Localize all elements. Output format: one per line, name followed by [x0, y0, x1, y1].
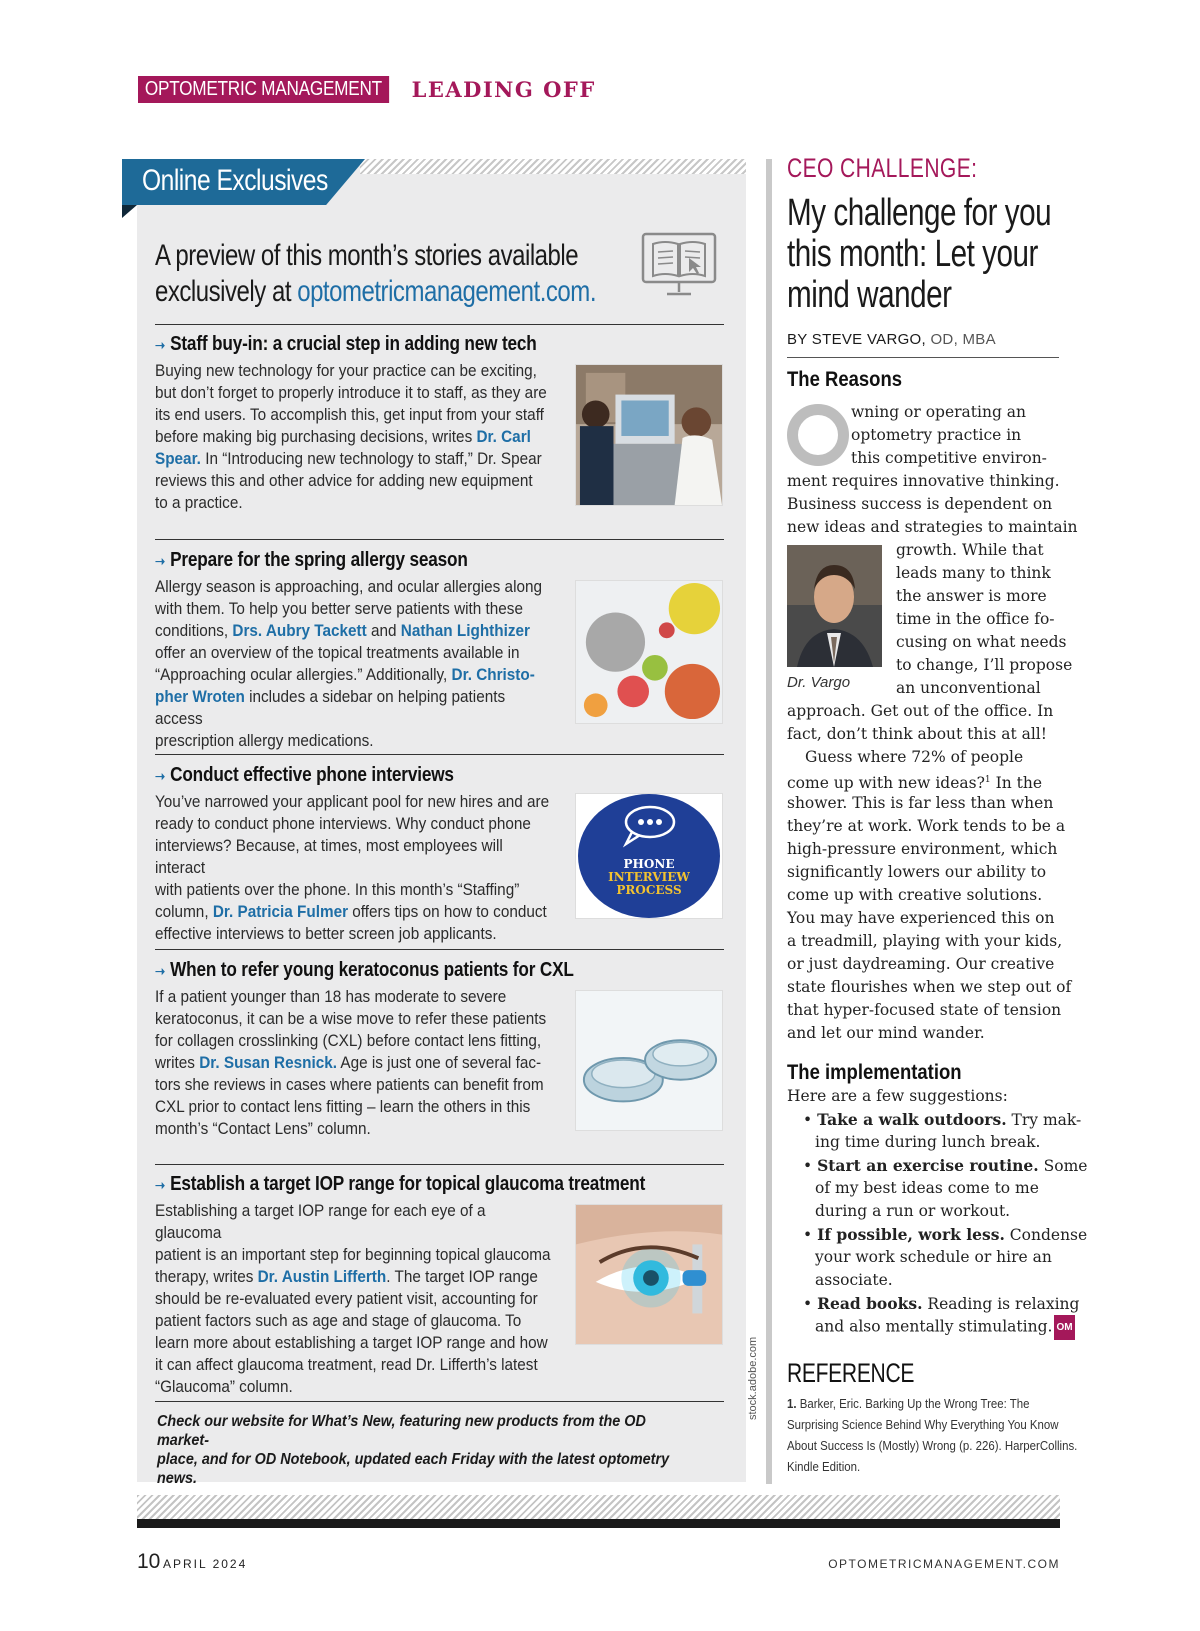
column-divider: [766, 159, 772, 1484]
article-divider: [155, 324, 724, 325]
masthead: [138, 76, 596, 103]
author-link[interactable]: Dr. Susan Resnick.: [199, 1053, 337, 1072]
article-divider: [155, 539, 724, 540]
brand-label: OPTOMETRIC MANAGEMENT: [138, 76, 389, 103]
phone-interview-image: [575, 793, 723, 919]
allergy-pollen-image: [575, 580, 723, 724]
author-link[interactable]: Dr. Christo-: [451, 665, 535, 684]
intro-prefix: exclusively at: [155, 275, 298, 308]
panel-hatch-decoration: [360, 159, 746, 174]
author-link[interactable]: Dr. Austin Lifferth: [257, 1267, 387, 1286]
intro-line-1: A preview of this month’s stories available: [155, 239, 579, 272]
banner-title: Online Exclusives: [142, 164, 328, 197]
article-title[interactable]: ➝ Prepare for the spring allergy season: [155, 549, 468, 571]
arrow-right-icon: ➝: [155, 768, 165, 784]
reference-text: 1. Barker, Eric. Barking Up the Wrong Tree: The Surprising Science Behind Why Everything You Know About Success Is (Mostly) Wrong (p. 226). HarperCollins. Kindle Edition.: [787, 1396, 1078, 1474]
article-title[interactable]: ➝ Staff buy-in: a crucial step in adding new tech: [155, 333, 537, 355]
article-body: Allergy season is approaching, and ocular allergies along with them. To help you better serve patients with these conditions, Drs. Aubry Tackett and Nathan Lighthizer offer an overview of the topical treatments available in “Approaching ocular allergies.” Additionally, Dr. Christo- pher Wroten includes a sidebar on helping patients access prescription allergy medications.: [155, 577, 542, 750]
article-divider: [155, 754, 724, 755]
footer-hatch-decoration: [137, 1495, 1060, 1519]
column-kicker: CEO CHALLENGE:: [787, 153, 978, 183]
article-body: You’ve narrowed your applicant pool for new hires and are ready to conduct phone interviews. Why conduct phone interviews? Because, at times, most employees will interact with patients over the phone. In this month’s “Staffing” column, Dr. Patricia Fulmer offers tips on how to conduct effective interviews to better screen job applicants.: [155, 792, 550, 943]
website-callout: Check our website for What’s New, featuring new products from the OD market- place, and for OD Notebook, updated each Friday with the latest optometry news.: [157, 1413, 670, 1487]
author-link[interactable]: pher Wroten: [155, 687, 245, 706]
article-title[interactable]: ➝ Conduct effective phone interviews: [155, 764, 454, 786]
banner-fold-decoration: [122, 205, 137, 218]
list-item: • Read books. Reading is relaxing: [803, 1294, 1080, 1313]
panel-footer-divider: [155, 1401, 724, 1402]
speech-bubble-icon: [618, 804, 678, 854]
glaucoma-eye-image: [575, 1204, 723, 1345]
footer-bar: [137, 1519, 1060, 1528]
phone-interview-label: PHONE INTERVIEW PROCESS: [608, 857, 690, 897]
article-title[interactable]: ➝ Establish a target IOP range for topical glaucoma treatment: [155, 1173, 646, 1195]
author-portrait: [787, 545, 882, 667]
section-heading-reasons: The Reasons: [787, 368, 903, 391]
column-title: My challenge for you this month: Let your mind wander: [787, 192, 1052, 316]
article-divider: [155, 1164, 724, 1165]
contact-lens-image: [575, 990, 723, 1131]
author-link[interactable]: Spear.: [155, 449, 201, 468]
technology-photo: [575, 364, 723, 506]
article-body: Establishing a target IOP range for each eye of a glaucoma patient is an important step for beginning topical glaucoma therapy, writes Dr. Austin Lifferth. The target IOP range should be re-evaluated every patient visit, accounting for patient factors such as age and stage of glaucoma. To learn more about establishing a target IOP range and how it can affect glaucoma treatment, read Dr. Lifferth’s latest “Glaucoma” column.: [155, 1201, 551, 1396]
footer-site[interactable]: OPTOMETRICMANAGEMENT.COM: [828, 1557, 1060, 1571]
arrow-right-icon: ➝: [155, 553, 165, 569]
section-heading-implementation: The implementation: [787, 1061, 962, 1084]
intro-line-2: [155, 274, 597, 310]
section-label: LEADING OFF: [411, 77, 596, 102]
issue-date: APRIL 2024: [163, 1557, 248, 1571]
panel-intro: [155, 238, 597, 310]
arrow-right-icon: ➝: [155, 337, 165, 353]
digital-book-icon: [641, 232, 717, 300]
list-item: • Take a walk outdoors. Try mak-: [803, 1110, 1082, 1129]
author-link[interactable]: Nathan Lighthizer: [400, 621, 530, 640]
author-link[interactable]: Dr. Carl: [476, 427, 531, 446]
website-link[interactable]: optometricmanagement.com.: [297, 275, 597, 308]
arrow-right-icon: ➝: [155, 1177, 165, 1193]
end-mark-badge: OM: [1054, 1315, 1074, 1340]
article-body: If a patient younger than 18 has moderate to severe keratoconus, it can be a wise move to refer these patients for collagen crosslinking (CXL) before contact lens fitting, writes Dr. Susan Resnick. Age is just one of several fac- tors she reviews in cases where patients can benefit from CXL prior to contact lens fitting – learn the others in this month’s “Contact Lens” column.: [155, 987, 547, 1138]
article-title[interactable]: ➝ When to refer young keratoconus patients for CXL: [155, 959, 574, 981]
page-number: 10: [137, 1550, 161, 1573]
dropcap-o: [787, 404, 849, 466]
article-divider: [155, 949, 724, 950]
portrait-caption: Dr. Vargo: [787, 674, 851, 691]
author-link[interactable]: Drs. Aubry Tackett: [232, 621, 367, 640]
byline: BY STEVE VARGO, OD, MBA: [787, 331, 996, 348]
list-item: • Start an exercise routine. Some: [803, 1156, 1088, 1175]
list-item: • If possible, work less. Condense: [803, 1225, 1088, 1244]
byline-divider: [787, 357, 1059, 358]
author-link[interactable]: Dr. Patricia Fulmer: [212, 902, 349, 921]
article-body: Buying new technology for your practice can be exciting, but don’t forget to properly introduce it to staff, as they are its end users. To accomplish this, get input from your staff before making big purchasing decisions, writes Dr. Carl Spear. In “Introducing new technology to staff,” Dr. Spear reviews this and other advice for adding new equipment to a practice.: [155, 361, 547, 512]
photo-credit: stock.adobe.com: [747, 1336, 759, 1420]
arrow-right-icon: ➝: [155, 963, 165, 979]
reference-heading: REFERENCE: [787, 1358, 915, 1388]
